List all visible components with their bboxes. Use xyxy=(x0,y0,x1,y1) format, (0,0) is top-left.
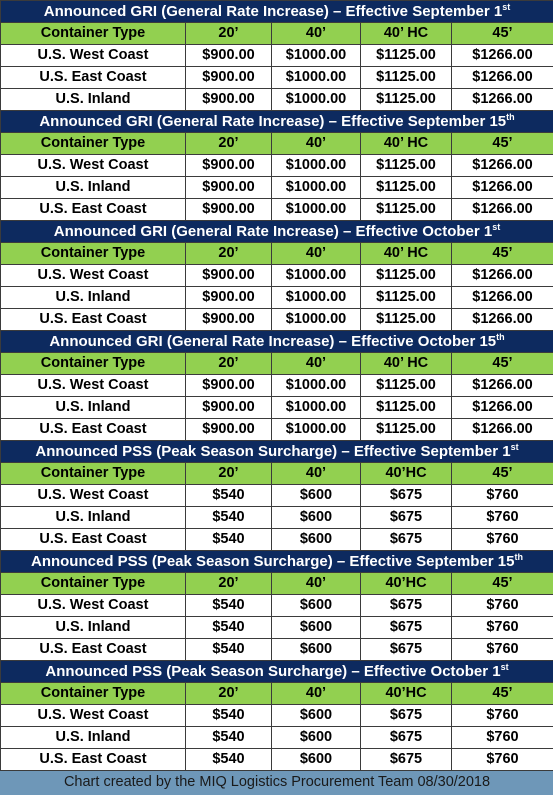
table-row xyxy=(1,199,553,221)
section-title-ordinal: th xyxy=(496,332,505,342)
column-header: Container Type xyxy=(1,683,186,705)
table-row xyxy=(1,177,553,199)
table-row xyxy=(1,529,553,551)
column-header: 45’ xyxy=(452,683,553,705)
rate-cell: $760 xyxy=(452,485,553,507)
section-title-text: Announced GRI (General Rate Increase) – Effective September 15 xyxy=(39,113,507,130)
rate-cell: $900.00 xyxy=(186,397,272,419)
table-row xyxy=(1,705,553,727)
rate-cell: $900.00 xyxy=(186,265,272,287)
section-title xyxy=(1,221,553,243)
region-cell: U.S. East Coast xyxy=(1,639,186,661)
region-cell: U.S. East Coast xyxy=(1,309,186,331)
rate-cell: $760 xyxy=(452,705,553,727)
column-header: 45’ xyxy=(452,463,553,485)
rate-cell: $900.00 xyxy=(186,89,272,111)
rate-cell: $675 xyxy=(361,727,452,749)
rate-cell: $1125.00 xyxy=(361,89,452,111)
table-row xyxy=(1,485,553,507)
rate-cell: $1000.00 xyxy=(272,287,361,309)
section-title-ordinal: st xyxy=(510,442,519,452)
column-header: 40’ xyxy=(272,23,361,45)
column-header: Container Type xyxy=(1,463,186,485)
rate-cell: $1000.00 xyxy=(272,397,361,419)
column-header: 40’ xyxy=(272,243,361,265)
column-header: 20’ xyxy=(186,23,272,45)
rate-cell: $1125.00 xyxy=(361,375,452,397)
column-header: 45’ xyxy=(452,23,553,45)
region-cell: U.S. West Coast xyxy=(1,45,186,67)
rate-cell: $1000.00 xyxy=(272,67,361,89)
section-title-row xyxy=(1,661,553,683)
rate-cell: $900.00 xyxy=(186,199,272,221)
rate-cell: $760 xyxy=(452,595,553,617)
section-title-text: Announced PSS (Peak Season Surcharge) – Effective September 1 xyxy=(35,443,511,460)
column-header: Container Type xyxy=(1,573,186,595)
rate-cell: $1266.00 xyxy=(452,397,553,419)
column-header: 40’ xyxy=(272,683,361,705)
section-title-ordinal: st xyxy=(502,2,511,12)
rate-cell: $540 xyxy=(186,749,272,771)
region-cell: U.S. West Coast xyxy=(1,595,186,617)
section-title-row xyxy=(1,331,553,353)
rate-cell: $1125.00 xyxy=(361,177,452,199)
rate-cell: $1125.00 xyxy=(361,45,452,67)
rate-cell: $760 xyxy=(452,727,553,749)
section-title xyxy=(1,1,553,23)
rate-cell: $1000.00 xyxy=(272,199,361,221)
section-title-row xyxy=(1,111,553,133)
region-cell: U.S. Inland xyxy=(1,617,186,639)
region-cell: U.S. Inland xyxy=(1,397,186,419)
column-header: Container Type xyxy=(1,353,186,375)
table-row xyxy=(1,507,553,529)
rate-cell: $1266.00 xyxy=(452,67,553,89)
rate-cell: $900.00 xyxy=(186,419,272,441)
rate-cell: $1266.00 xyxy=(452,45,553,67)
region-cell: U.S. East Coast xyxy=(1,67,186,89)
rate-cell: $1266.00 xyxy=(452,89,553,111)
column-header: 40’HC xyxy=(361,573,452,595)
region-cell: U.S. Inland xyxy=(1,177,186,199)
column-header-row xyxy=(1,463,553,485)
rate-cell: $1266.00 xyxy=(452,155,553,177)
region-cell: U.S. Inland xyxy=(1,287,186,309)
rate-cell: $1125.00 xyxy=(361,265,452,287)
rate-cell: $600 xyxy=(272,595,361,617)
rate-cell: $1266.00 xyxy=(452,287,553,309)
column-header: Container Type xyxy=(1,23,186,45)
rate-cell: $1000.00 xyxy=(272,155,361,177)
rate-cell: $900.00 xyxy=(186,287,272,309)
rate-cell: $600 xyxy=(272,639,361,661)
region-cell: U.S. Inland xyxy=(1,727,186,749)
region-cell: U.S. East Coast xyxy=(1,529,186,551)
column-header-row xyxy=(1,23,553,45)
region-cell: U.S. Inland xyxy=(1,507,186,529)
section-title xyxy=(1,331,553,353)
column-header: 20’ xyxy=(186,573,272,595)
rate-cell: $760 xyxy=(452,639,553,661)
rate-cell: $675 xyxy=(361,749,452,771)
rate-cell: $760 xyxy=(452,749,553,771)
rate-cell: $540 xyxy=(186,727,272,749)
section-title-text: Announced GRI (General Rate Increase) – Effective October 15 xyxy=(49,333,497,350)
section-title xyxy=(1,111,553,133)
region-cell: U.S. West Coast xyxy=(1,375,186,397)
column-header-row xyxy=(1,573,553,595)
table-row xyxy=(1,309,553,331)
table-row xyxy=(1,397,553,419)
table-row xyxy=(1,67,553,89)
rate-cell: $675 xyxy=(361,529,452,551)
column-header: 40’HC xyxy=(361,463,452,485)
rate-cell: $1000.00 xyxy=(272,45,361,67)
region-cell: U.S. East Coast xyxy=(1,419,186,441)
section-title-row xyxy=(1,551,553,573)
rate-cell: $540 xyxy=(186,595,272,617)
rate-cell: $900.00 xyxy=(186,155,272,177)
column-header-row xyxy=(1,683,553,705)
rate-cell: $1125.00 xyxy=(361,287,452,309)
rate-cell: $760 xyxy=(452,507,553,529)
column-header: 40’ HC xyxy=(361,23,452,45)
column-header: 20’ xyxy=(186,133,272,155)
rate-cell: $600 xyxy=(272,727,361,749)
rate-cell: $1000.00 xyxy=(272,177,361,199)
rate-cell: $675 xyxy=(361,507,452,529)
rate-cell: $540 xyxy=(186,705,272,727)
rate-cell: $1266.00 xyxy=(452,375,553,397)
rate-cell: $600 xyxy=(272,617,361,639)
section-title-row xyxy=(1,441,553,463)
rate-table-body xyxy=(1,1,553,771)
rate-cell: $1000.00 xyxy=(272,375,361,397)
section-title-text: Announced PSS (Peak Season Surcharge) – Effective October 1 xyxy=(45,663,501,680)
column-header: 40’ xyxy=(272,133,361,155)
region-cell: U.S. East Coast xyxy=(1,199,186,221)
table-row xyxy=(1,617,553,639)
table-row xyxy=(1,89,553,111)
region-cell: U.S. West Coast xyxy=(1,705,186,727)
rate-cell: $675 xyxy=(361,617,452,639)
column-header: 40’HC xyxy=(361,683,452,705)
column-header: 40’ xyxy=(272,463,361,485)
section-title xyxy=(1,661,553,683)
section-title-text: Announced GRI (General Rate Increase) – Effective September 1 xyxy=(43,3,503,20)
section-title-ordinal: st xyxy=(500,662,509,672)
table-row xyxy=(1,287,553,309)
rate-cell: $1266.00 xyxy=(452,177,553,199)
rate-cell: $600 xyxy=(272,749,361,771)
rate-cell: $1266.00 xyxy=(452,199,553,221)
column-header: Container Type xyxy=(1,243,186,265)
rate-cell: $1125.00 xyxy=(361,397,452,419)
rate-cell: $1266.00 xyxy=(452,265,553,287)
column-header-row xyxy=(1,243,553,265)
section-title-text: Announced PSS (Peak Season Surcharge) – Effective September 15 xyxy=(30,553,515,570)
rate-cell: $1000.00 xyxy=(272,419,361,441)
column-header: 45’ xyxy=(452,573,553,595)
rate-cell: $1266.00 xyxy=(452,419,553,441)
rate-cell: $675 xyxy=(361,705,452,727)
rate-cell: $675 xyxy=(361,595,452,617)
rate-cell: $1000.00 xyxy=(272,309,361,331)
rate-cell: $540 xyxy=(186,617,272,639)
rate-cell: $1000.00 xyxy=(272,89,361,111)
region-cell: U.S. West Coast xyxy=(1,155,186,177)
footer-credit: Chart created by the MIQ Logistics Procurement Team 08/30/2018 xyxy=(1,771,553,795)
rate-cell: $675 xyxy=(361,485,452,507)
column-header: 20’ xyxy=(186,353,272,375)
rate-cell: $600 xyxy=(272,705,361,727)
rate-cell: $540 xyxy=(186,507,272,529)
section-title-row xyxy=(1,1,553,23)
section-title-ordinal: th xyxy=(514,552,523,562)
column-header-row xyxy=(1,133,553,155)
table-row xyxy=(1,375,553,397)
table-row xyxy=(1,749,553,771)
rate-cell: $1125.00 xyxy=(361,67,452,89)
rate-cell: $540 xyxy=(186,639,272,661)
rate-cell: $1000.00 xyxy=(272,265,361,287)
rate-cell: $760 xyxy=(452,529,553,551)
column-header: 45’ xyxy=(452,133,553,155)
rate-cell: $1266.00 xyxy=(452,309,553,331)
column-header-row xyxy=(1,353,553,375)
column-header: 40’ HC xyxy=(361,353,452,375)
table-row xyxy=(1,265,553,287)
column-header: 45’ xyxy=(452,243,553,265)
rate-cell: $900.00 xyxy=(186,375,272,397)
rate-cell: $540 xyxy=(186,485,272,507)
rate-cell: $1125.00 xyxy=(361,309,452,331)
rate-cell: $600 xyxy=(272,485,361,507)
region-cell: U.S. Inland xyxy=(1,89,186,111)
rate-cell: $900.00 xyxy=(186,309,272,331)
rate-cell: $540 xyxy=(186,529,272,551)
rate-cell: $760 xyxy=(452,617,553,639)
region-cell: U.S. East Coast xyxy=(1,749,186,771)
column-header: Container Type xyxy=(1,133,186,155)
column-header: 40’ HC xyxy=(361,133,452,155)
section-title-ordinal: th xyxy=(506,112,515,122)
table-row xyxy=(1,595,553,617)
rate-cell: $1125.00 xyxy=(361,419,452,441)
column-header: 20’ xyxy=(186,243,272,265)
rate-cell: $600 xyxy=(272,507,361,529)
section-title-text: Announced GRI (General Rate Increase) – Effective October 1 xyxy=(53,223,493,240)
rate-cell: $900.00 xyxy=(186,177,272,199)
rate-cell: $900.00 xyxy=(186,67,272,89)
table-row xyxy=(1,419,553,441)
region-cell: U.S. West Coast xyxy=(1,485,186,507)
table-row xyxy=(1,727,553,749)
rate-cell: $1125.00 xyxy=(361,155,452,177)
section-title xyxy=(1,551,553,573)
rate-cell: $900.00 xyxy=(186,45,272,67)
column-header: 40’ xyxy=(272,573,361,595)
rate-cell: $675 xyxy=(361,639,452,661)
rate-cell: $600 xyxy=(272,529,361,551)
column-header: 40’ xyxy=(272,353,361,375)
section-title xyxy=(1,441,553,463)
column-header: 45’ xyxy=(452,353,553,375)
footer-row xyxy=(1,771,553,795)
section-title-ordinal: st xyxy=(492,222,501,232)
region-cell: U.S. West Coast xyxy=(1,265,186,287)
column-header: 20’ xyxy=(186,463,272,485)
column-header: 40’ HC xyxy=(361,243,452,265)
table-row xyxy=(1,155,553,177)
table-row xyxy=(1,639,553,661)
rate-cell: $1125.00 xyxy=(361,199,452,221)
table-row xyxy=(1,45,553,67)
column-header: 20’ xyxy=(186,683,272,705)
section-title-row xyxy=(1,221,553,243)
